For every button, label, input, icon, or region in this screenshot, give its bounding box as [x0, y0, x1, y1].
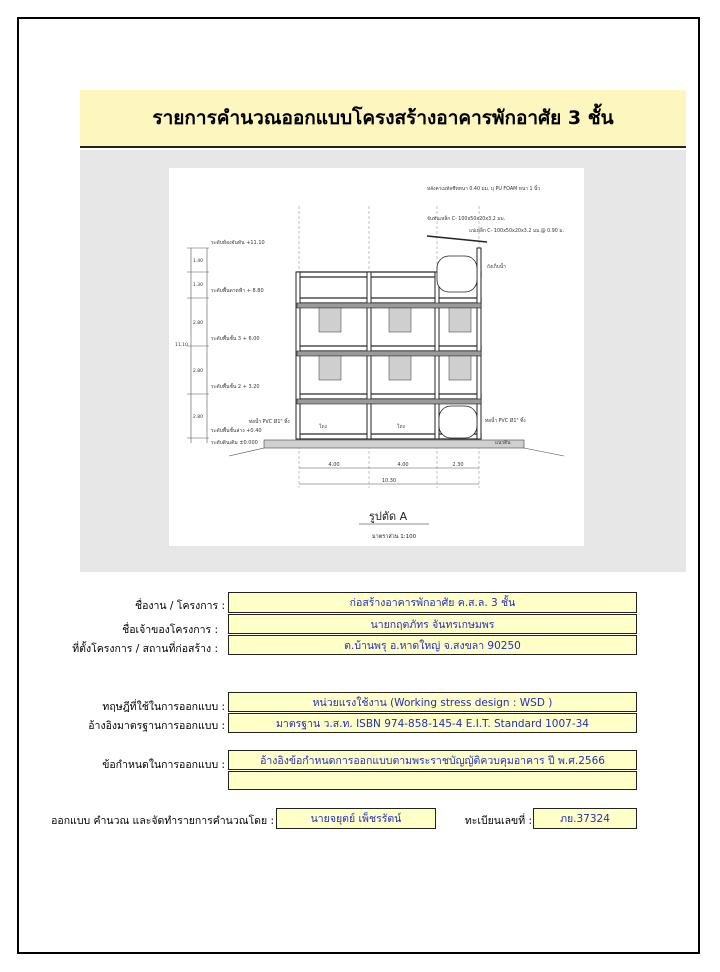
- project-field: ก่อสร้างอาคารพักอาศัย ค.ส.ล. 3 ชั้น: [228, 592, 637, 613]
- svg-text:ระดับพื้นชั้น 3 + 6.00: [211, 333, 260, 342]
- purlin-note: จันทันเหล็ก C- 100x50x20x3.2 มม.: [427, 217, 506, 222]
- page-title: รายการคำนวณออกแบบโครงสร้างอาคารพักอาศัย 3 ชั้น: [152, 107, 614, 129]
- regulation-field: อ้างอิงข้อกำหนดการออกแบบตามพระราชบัญญัติควบคุมอาคาร ปี พ.ศ.2566: [228, 750, 637, 770]
- pipe-note-right: ท่อน้ำ PVC Ø1" ทิ้ง: [485, 419, 526, 424]
- total-height: 11.10: [175, 343, 188, 348]
- level-value: +0.40: [246, 428, 262, 434]
- batten-note: แปเหล็ก C- 100x50x20x3.2 มม.@ 0.90 ม.: [469, 229, 565, 234]
- level-label: ระดับพื้นชั้นล่าง: [211, 428, 245, 434]
- bay-width: 2.30: [452, 462, 464, 468]
- level-label: ระดับท้องจันทัน: [211, 240, 245, 246]
- title-band: [80, 90, 686, 148]
- storey-height: 2.80: [193, 321, 204, 326]
- total-width: 10.30: [381, 478, 397, 484]
- section-drawing: [169, 168, 584, 546]
- drawing-scale: มาตราส่วน 1:100: [372, 534, 417, 540]
- level-value: ±0.000: [239, 440, 258, 446]
- license-field: ภย.37324: [533, 808, 637, 829]
- room-label: โถง: [319, 425, 327, 430]
- pipe-note-left: ท่อน้ำ PVC Ø1" ทิ้ง: [249, 420, 290, 425]
- storey-height: 1.30: [193, 283, 204, 288]
- tank-note: ถังเก็บน้ำ: [487, 265, 506, 270]
- level-value: + 6.00: [242, 336, 260, 342]
- svg-text:ระดับพื้นชั้นล่าง +0.40: [211, 425, 262, 434]
- level-label: ระดับพื้นชั้น 3: [211, 336, 242, 342]
- bay-width: 4.00: [328, 462, 340, 468]
- theory-label: ทฤษฎีที่ใช้ในการออกแบบ :: [102, 701, 225, 713]
- standard-field: มาตรฐาน ว.ส.ท. ISBN 974-858-145-4 E.I.T. Standard 1007-34: [228, 713, 637, 733]
- section-drawing-svg: [169, 168, 584, 546]
- bay-width: 4.00: [397, 462, 409, 468]
- level-label: ระดับพื้นดาดฟ้า: [211, 288, 246, 294]
- owner-field: นายกฤตภัทร จันทรเกษมพร: [228, 614, 637, 634]
- level-label: ระดับดินเดิม: [211, 440, 238, 446]
- owner-label: ชื่อเจ้าของโครงการ :: [122, 624, 218, 636]
- storey-height: 2.80: [193, 415, 204, 420]
- roof-note: หลังคาเมทัลชีทหนา 0.40 มม. บุ PU FOAM หนา 1 นิ้ว: [427, 187, 541, 192]
- level-value: + 8.80: [246, 288, 264, 294]
- storey-height: 1.40: [193, 259, 204, 264]
- location-field: ต.บ้านพรุ อ.หาดใหญ่ จ.สงขลา 90250: [228, 635, 637, 655]
- level-value: +11.10: [246, 240, 265, 246]
- storey-height: 2.80: [193, 369, 204, 374]
- level-label: ระดับพื้นชั้น 2: [211, 384, 242, 390]
- engineer-field: นายจยุตย์ เพ็ชรรัตน์: [276, 808, 436, 829]
- svg-text:ระดับพื้นดาดฟ้า + 8.80: [211, 285, 264, 294]
- ground-note: แนวดิน: [495, 441, 511, 446]
- standard-label: อ้างอิงมาตรฐานการออกแบบ :: [88, 720, 225, 732]
- license-label: ทะเบียนเลขที่ :: [464, 815, 532, 827]
- theory-field: หน่วยแรงใช้งาน (Working stress design : WSD ): [228, 692, 637, 712]
- project-label: ชื่องาน / โครงการ :: [134, 600, 225, 612]
- level-value: + 3.20: [242, 384, 260, 390]
- svg-text:ระดับท้องจันทัน +11.10: [211, 239, 265, 246]
- svg-text:ระดับดินเดิม ±0.000: [211, 439, 258, 446]
- svg-text:ระดับพื้นชั้น 2 + 3.20: [211, 381, 260, 390]
- section-caption: รูปตัด A: [369, 510, 408, 523]
- regulation-label: ข้อกำหนดในการออกแบบ :: [102, 759, 225, 771]
- regulation-field-2: [228, 771, 637, 790]
- location-label: ที่ตั้งโครงการ / สถานที่ก่อสร้าง :: [72, 643, 218, 655]
- room-label: โถง: [397, 425, 405, 430]
- engineer-label: ออกแบบ คำนวณ และจัดทำรายการคำนวณโดย :: [51, 815, 274, 827]
